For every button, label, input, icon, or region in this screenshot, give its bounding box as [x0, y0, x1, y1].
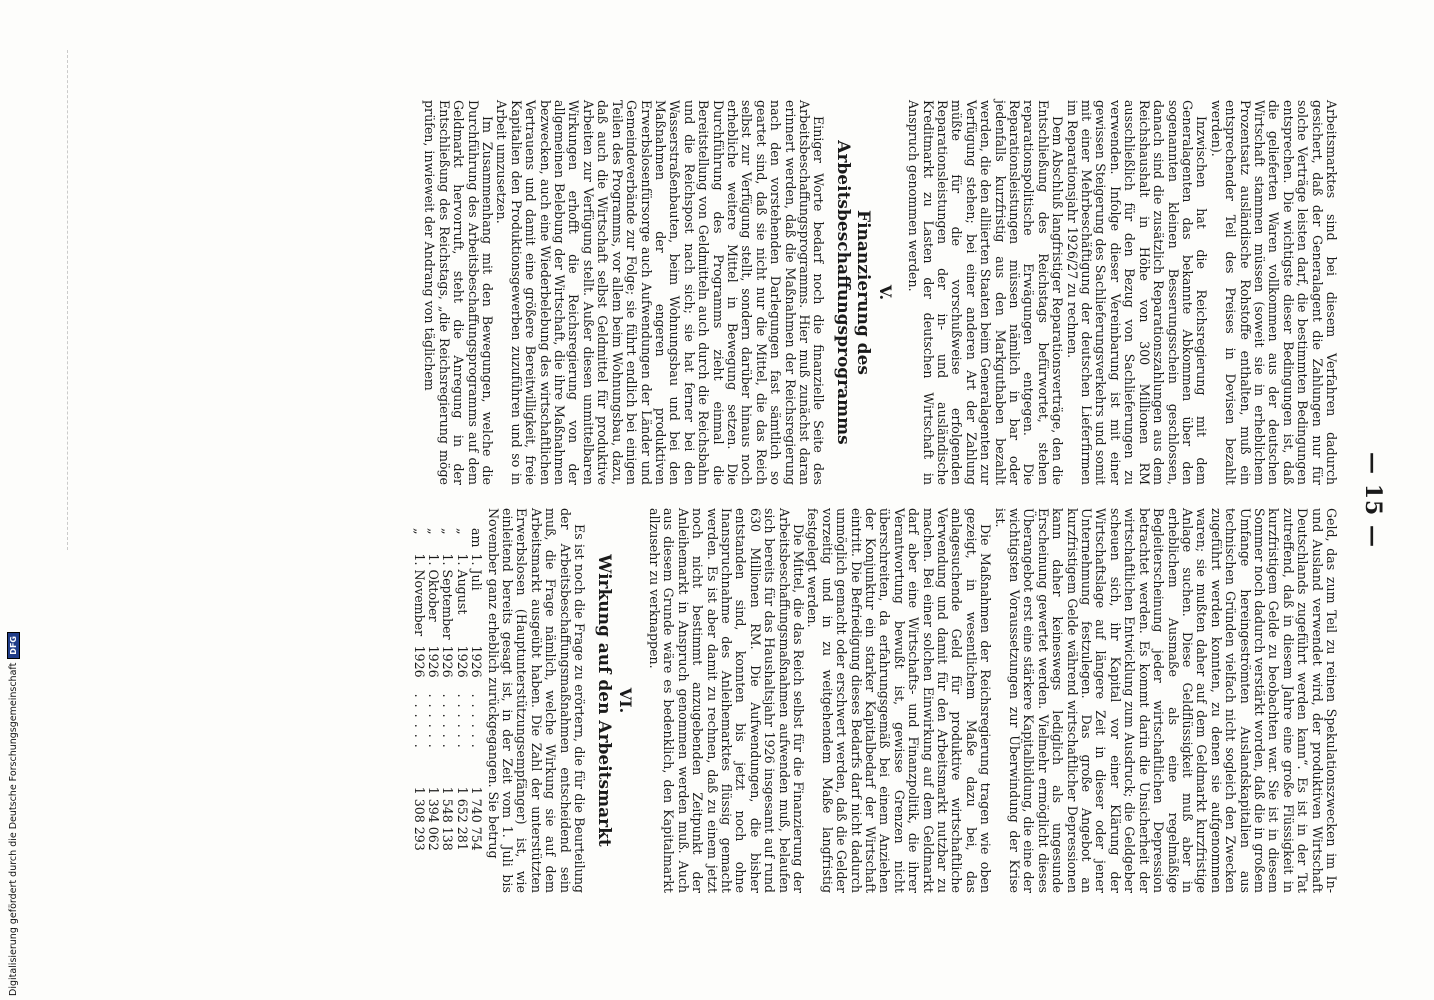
scan-artifact: [61, 50, 68, 550]
table-cell-year: 1926: [440, 645, 456, 678]
table-cell-value: 1 548 138: [440, 786, 456, 851]
credit-text: Digitalisierung gefördert durch die Deutsche Forschungsgemeinschaft: [7, 662, 19, 996]
table-cell-date: 1. September: [440, 553, 456, 640]
paragraph: Einiger Worte bedarf noch die finanzielle Seite des Arbeitsbeschaffungsprogramms. Hier muß zunächst daran erinnert werden, daß die Maßnahmen der Reichsregierung nach den vorstehenden Darlegungen fast sämtlich so geartet sind, daß sie nicht nur die Mittel, die das Reich selbst zur Verfügung stellt, sondern darüber hinaus noch erhebliche weitere Mittel in Bewegung setzen. Die Durchführung des Programms zieht einmal die Bereitstellung von Geldmitteln auch durch die Reichsbahn und die Reichspost nach sich; sie hat ferner bei den Wasserstraßenbauten, beim Wohnungsbau und bei den Maßnahmen der engeren produktiven Erwerbslosenfürsorge auch Aufwendungen der Länder und Gemeindeverbände zur Folge; sie führt endlich bei einigen Teilen des Programms, vor allem beim Wohnungsbau, dazu, daß auch die Wirtschaft selbst Geldmittel für produktive Arbeiten zur Verfügung stellt. Außer diesen unmittelbaren Wirkungen erhofft die Reichsregierung von der allgemeinen Belebung der Wirtschaft, die ihre Maßnahmen bezwecken, auch eine Wiederbelebung des wirtschaftlichen Vertrauens und damit eine größere Bereitwilligkeit, freie Kapitalien den Produktionsgewerben zuzuführen und so in Arbeit umzusetzen.: [494, 100, 827, 485]
table-cell-date: 1. November: [411, 553, 427, 637]
table-cell-value: 1 308 293: [411, 786, 427, 851]
table-cell-prefix: „: [454, 528, 470, 535]
section-heading: Wirkung auf den Arbeitsmarkt: [594, 554, 615, 847]
paragraph: Die Maßnahmen der Reichsregierung tragen wie oben gezeigt, in wesentlichem Maße dazu bei, das anlagesuchende Geld für produktive wirtschaftliche Verwendung und damit für den Arbeitsmarkt nutzbar zu machen. Bei einer solchen Einwirkung auf dem Geldmarkt darf aber eine Wirtschafts- und Finanzpolitik, die ihrer Verantwortung bewußt ist, gewisse Grenzen nicht überschreiten, da erfahrungsgemäß bei einem Anziehen der Konjunktur ein starker Kapitalbedarf der Wirtschaft eintritt. Die Befriedigung dieses Bedarfs darf nicht dadurch unmöglich gemacht oder erschwert werden, daß die Gelder vorzeitig und in zu weitgehendem Maße langfristig festgelegt werden.: [805, 508, 994, 893]
paragraph: Die Mittel, die das Reich selbst für die Finanzierung der Arbeitsbeschaffungsmaßnahmen aufwenden muß, belaufen sich bereits für das Haushaltsjahr 1926 insgesamt auf rund 630 Millionen RM. Die Aufwendungen, die bisher entstanden sind, konnten bis jetzt noch ohne Inanspruchnahme des Anleihemarktes flüssig gemacht werden. Es ist aber damit zu rechnen, daß zu einem jetzt noch nicht bestimmt anzugebenden Zeitpunkt der Anleihemarkt in Anspruch genommen werden muß. Auch aus diesem Grunde wäre es bedenklich, den Kapitalmarkt allzusehr zu verknappen.: [646, 508, 806, 893]
table-cell-dots: . . . . . .: [454, 693, 470, 749]
table-cell-date: 1. August: [454, 553, 470, 615]
section-number: V.: [875, 284, 895, 301]
credit-area: [434, 0, 1434, 1000]
table-cell-dots: . . . . . .: [469, 693, 485, 749]
paragraph: Arbeitsmarktes sind bei diesem Verfahren dadurch gesichert, daß der Generalagent die Zahlungen nur für solche Verträge leisten darf, die bestimmten Bedingungen entsprechen. Die wichtigste dieser Bedingungen ist, daß die gelieferten Waren vollkommen aus der deutschen Wirtschaft stammen müssen (soweit sie in erheblichem Prozentsatz ausländische Rohstoffe enthalten, muß ein entsprechender Teil des Preises in Devisen bezahlt werden).: [1208, 100, 1339, 485]
table-cell-year: 1926: [426, 645, 442, 678]
paragraph: Es ist noch die Frage zu erörtern, die für die Beurteilung der Arbeitsbeschaffungsmaßnahmen entscheidend sein muß, die Frage nämlich, welche Wirkung sie auf dem Arbeitsmarkt ausgeübt haben. Die Zahl der unterstützten Erwerbslosen (Hauptunterstützungsempfänger) ist, wie einleitend bereits gesagt ist, in der Zeit vom 1. Juli bis November ganz erheblich zurückgegangen. Sie betrug: [485, 508, 588, 893]
table-cell-dots: . . . . . .: [440, 693, 456, 749]
table-cell-prefix: „: [411, 528, 427, 535]
section-number: VI.: [616, 687, 636, 714]
table-cell-year: 1926: [411, 645, 427, 678]
table-cell-value: 1 394 062: [426, 786, 442, 851]
table-cell-dots: . . . . . .: [426, 693, 442, 749]
table-cell-value: 1 652 281: [454, 786, 470, 851]
table-cell-year: 1926: [454, 645, 470, 678]
paragraph: Inzwischen hat die Reichsregierung mit dem Generalagenten das bekannte Abkommen über den sogenannten kleinen Besserungsschein geschlossen, danach sind die zusätzlich Reparationszahlungen aus dem Reichshaushalt in Höhe von 300 Millionen RM ausschließlich für den Bezug von Sachlieferungen zu verwenden. Infolge dieser Vereinbarung ist mit einer gewissen Steigerung des Sachlieferungsverkehrs und somit mit einer Mehrbeschäftigung der deutschen Lieferfirmen im Reparationsjahr 1926/27 zu rechnen.: [1064, 100, 1210, 485]
paragraph: Dem Abschluß langfristiger Reparationsverträge, den die Entschließung des Reichstags befürwortet, stehen reparationspolitische Erwägungen entgegen. Die Reparationsleistungen müssen nämlich in bar oder jedenfalls kurzfristig aus den Markguthaben bezahlt werden, die den alliierten Staaten beim Generalagenten zur Verfügung stehen; bei einer anderen Art der Zahlung müßte für die vorschußweise erfolgenden Reparationsleistungen der in- und ausländische Kreditmarkt zu Lasten der deutschen Wirtschaft in Anspruch genommen werden.: [906, 100, 1066, 485]
table-cell-prefix: „: [426, 528, 442, 535]
dfg-logo-icon: DFG: [7, 632, 20, 659]
table-cell-value: 1 740 754: [469, 786, 485, 851]
table-row: [411, 528, 425, 857]
table-cell-dots: . . . . . .: [411, 693, 427, 749]
table-cell-prefix: am: [469, 528, 485, 548]
paragraph: Im Zusammenhang mit den Bewegungen, welche die Durchführung des Arbeitsbeschaffungsprogramms auf dem Geldmarkt hervorruft, steht die Anregung in der Entschließung des Reichstags, „die Reichsregierung möge prüfen, inwieweit der Andrang von täglichem: [422, 100, 496, 485]
funding-credit: [6, 16, 20, 996]
table-cell-date: 1. Oktober: [426, 553, 442, 622]
section-heading: Finanzierung des Arbeitsbeschaffungsprogramms: [833, 140, 874, 445]
page-number: — 15 —: [1360, 452, 1386, 548]
table-cell-date: 1. Juli: [469, 553, 485, 591]
table-cell-year: 1926: [469, 645, 485, 678]
paragraph: Geld, das zum Teil zu reinen Spekulationszwecken im In- und Ausland verwendet wird, der produktiven Wirtschaft Deutschlands zugeführt werden kann“. Es ist in der Tat zutreffend, daß in diesem Jahre eine große Flüssigkeit in kurzfristigem Gelde zu beobachten war. Sie ist in diesem Sommer noch dadurch verstärkt worden, daß die in großem Umfange hereingeströmten Auslandskapitalien aus technischen Gründen vielfach nicht sogleich den Zwecken zugeführt werden konnten, zu denen sie aufgenommen waren; sie mußten daher auf dem Geldmarkt kurzfristige Anlage suchen. Diese Geldflüssigkeit muß aber in erheblichem Ausmaße als eine regelmäßige Begleiterscheinung jeder wirtschaftlichen Depression betrachtet werden. Es kommt darin die Unsicherheit der wirtschaftlichen Entwicklung zum Ausdruck; die Geldgeber scheuen sich, ihr Kapital vor einer Klärung der Wirtschaftslage auf längere Zeit in dieser oder jener Unternehmung festzulegen. Das große Angebot an kurzfristigem Gelde während wirtschaftlicher Depressionen kann daher keineswegs lediglich als ungesunde Erscheinung gewertet werden. Vielmehr ermöglicht dieses Überangebot erst eine stärkere Kapitalbildung, die eine der wichtigsten Voraussetzungen zur Überwindung der Krise ist.: [992, 508, 1339, 893]
table-cell-prefix: „: [440, 528, 456, 535]
